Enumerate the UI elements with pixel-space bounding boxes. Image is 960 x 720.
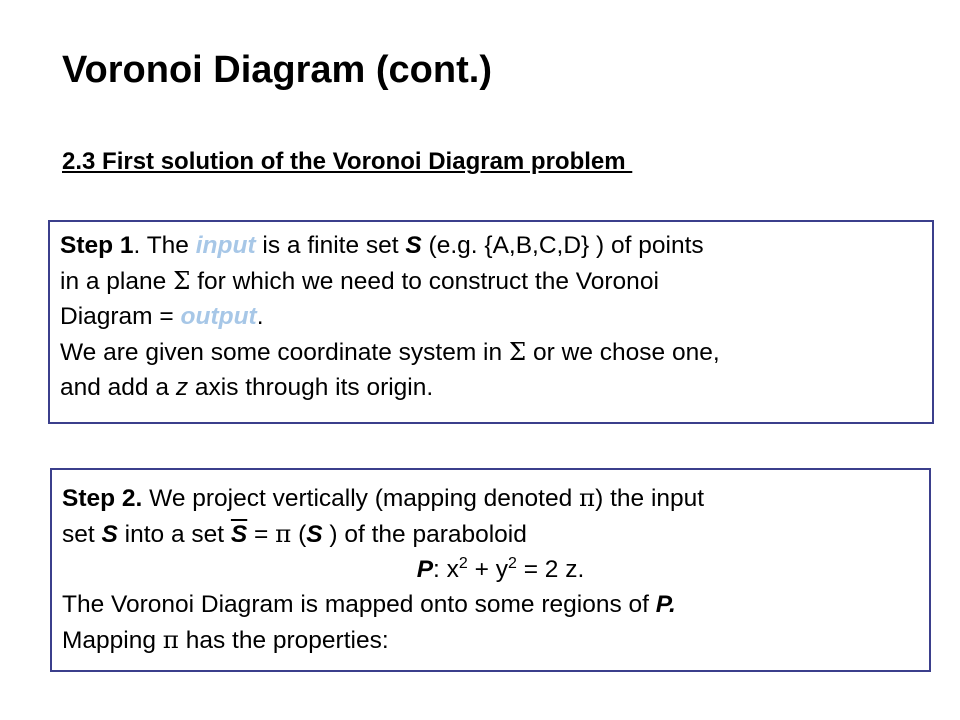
step2-line-2 [62, 516, 919, 552]
equation-text: + y [467, 556, 508, 583]
step1-box [48, 220, 934, 424]
step2-line-1 [62, 480, 919, 516]
step1-text: (e.g. {A,B,C,D} ) of points [421, 232, 704, 259]
slide-title: Voronoi Diagram (cont.) [62, 49, 492, 91]
step1-line-3 [60, 299, 922, 334]
input-word: input [195, 232, 256, 259]
paraboloid-p: P [416, 556, 434, 583]
section-heading: 2.3 First solution of the Voronoi Diagram problem [62, 148, 633, 175]
step2-text: Mapping [62, 627, 163, 654]
set-s: S [101, 521, 118, 548]
step1-text: for which we need to construct the Voronoi [190, 268, 659, 295]
paraboloid-p: P. [655, 591, 676, 618]
pi-symbol: π [275, 519, 292, 548]
equation-text: = 2 z. [516, 556, 585, 583]
step1-text: . The [133, 232, 196, 259]
step1-text: or we chose one, [526, 339, 720, 366]
step2-text: ) the input [595, 485, 705, 512]
step1-text: axis through its origin. [188, 374, 434, 401]
step2-text: ) of the paraboloid [322, 521, 527, 548]
exponent: 2 [507, 555, 517, 572]
z-axis-letter: z [175, 374, 189, 401]
step1-line-5 [60, 370, 922, 405]
pi-symbol: π [162, 625, 179, 654]
step1-text: We are given some coordinate system in [60, 339, 509, 366]
step2-text: ( [291, 521, 307, 548]
equation-text: : x [433, 556, 459, 583]
sigma-symbol: Σ [173, 266, 191, 295]
exponent: 2 [458, 555, 468, 572]
step1-text: is a finite set [255, 232, 406, 259]
pi-symbol: π [579, 483, 596, 512]
step2-text: = [247, 521, 276, 548]
step1-text: Diagram = [60, 303, 181, 330]
step2-line-5 [62, 622, 919, 658]
step2-text: We project vertically (mapping denoted [142, 485, 580, 512]
step1-line-4 [60, 334, 922, 370]
step2-text: into a set [117, 521, 231, 548]
set-s: S [306, 521, 323, 548]
step2-box [50, 468, 931, 672]
step2-label: Step 2. [62, 485, 143, 512]
output-word: output [180, 303, 257, 330]
step1-text: in a plane [60, 268, 174, 295]
step2-text: The Voronoi Diagram is mapped onto some regions of [62, 591, 656, 618]
step1-line-2 [60, 263, 922, 299]
step2-text: has the properties: [178, 627, 389, 654]
step1-label: Step 1 [60, 232, 134, 259]
step1-text: . [256, 303, 264, 330]
sigma-symbol: Σ [508, 337, 527, 366]
paraboloid-equation [62, 552, 919, 587]
step2-text: set [62, 521, 102, 548]
step2-line-4 [62, 587, 919, 622]
step1-text: and add a [60, 374, 176, 401]
step1-line-1 [60, 228, 922, 263]
set-s-bar: $\overline{S}$ [230, 521, 248, 548]
set-s: S [405, 232, 422, 259]
